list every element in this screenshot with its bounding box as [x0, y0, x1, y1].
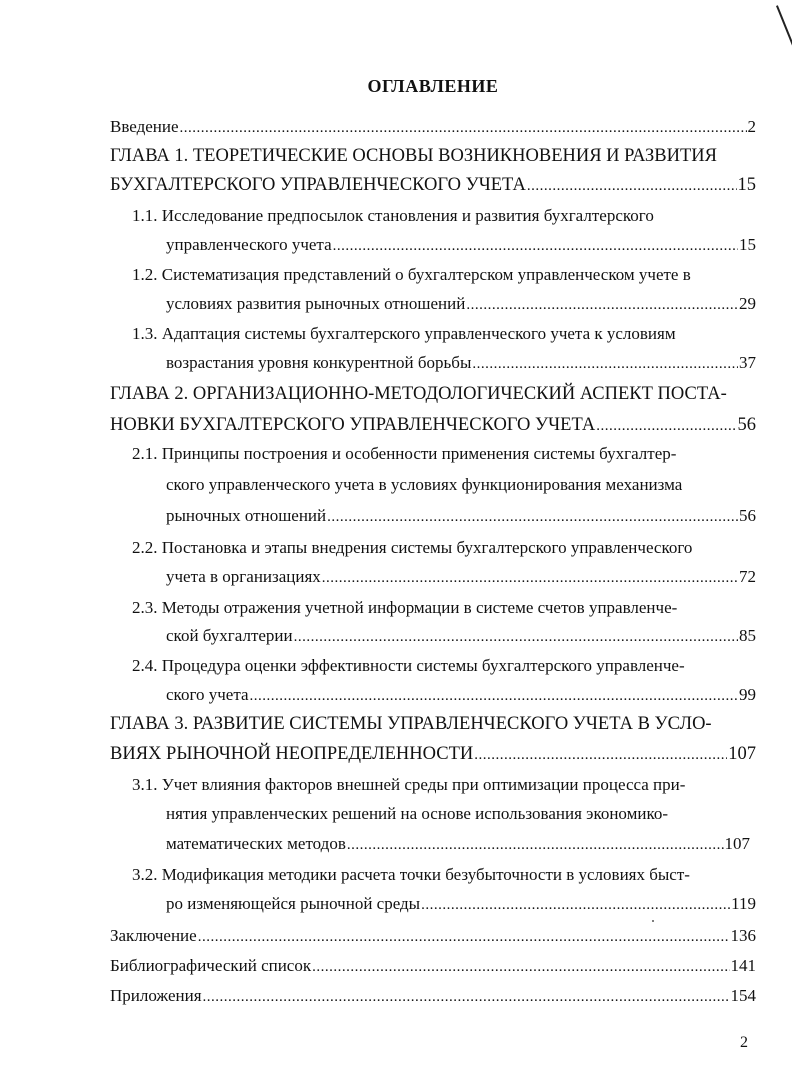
toc-section-text: ского управленческого учета в условиях функционирования механизма	[166, 475, 683, 494]
toc-section-2-3-line2[interactable]	[166, 625, 756, 648]
toc-page-ref: 56	[739, 506, 756, 525]
toc-section-text: 2.4. Процедура оценки эффективности системы бухгалтерского управленче-	[132, 656, 685, 675]
toc-section-text: 2.3. Методы отражения учетной информации в системе счетов управленче-	[132, 598, 678, 617]
toc-chapter-text: ГЛАВА 2. ОРГАНИЗАЦИОННО-МЕТОДОЛОГИЧЕСКИЙ АСПЕКТ ПОСТА-	[110, 384, 727, 404]
toc-section-text: математических методов	[166, 834, 346, 853]
toc-section-3-2-line1[interactable]	[132, 864, 690, 886]
leader-dots	[294, 626, 738, 648]
toc-section-1-1-line1[interactable]	[132, 205, 654, 227]
toc-section-text: 2.1. Принципы построения и особенности применения системы бухгалтер-	[132, 444, 677, 463]
toc-section-text: возрастания уровня конкурентной борьбы	[166, 353, 472, 372]
leader-dots	[312, 956, 729, 978]
toc-section-3-1-line3[interactable]	[166, 833, 750, 856]
scan-speck	[652, 920, 654, 922]
toc-section-text: рыночных отношений	[166, 506, 327, 525]
toc-chapter-text: ГЛАВА 3. РАЗВИТИЕ СИСТЕМЫ УПРАВЛЕНЧЕСКОГО УЧЕТА В УСЛО-	[110, 714, 712, 734]
toc-chapter-2-line1[interactable]	[110, 383, 727, 405]
toc-section-2-2-line2[interactable]	[166, 566, 756, 589]
toc-chapter-3-line1[interactable]	[110, 713, 712, 735]
leader-dots	[327, 506, 738, 528]
toc-page-ref: 2	[747, 117, 756, 136]
toc-section-text: нятия управленческих решений на основе использования экономико-	[166, 804, 669, 823]
toc-section-1-2-line2[interactable]	[166, 293, 756, 316]
leader-dots	[474, 744, 727, 766]
toc-chapter-1-line1[interactable]	[110, 145, 717, 167]
toc-section-2-3-line1[interactable]	[132, 597, 677, 619]
toc-section-2-1-line1[interactable]	[132, 443, 676, 465]
toc-page-ref: 15	[739, 235, 756, 254]
toc-chapter-3-line2[interactable]	[110, 743, 756, 766]
toc-page-ref: 99	[739, 685, 756, 704]
toc-page-ref: 56	[737, 415, 756, 435]
toc-page-ref: 119	[731, 894, 756, 913]
toc-page-ref: 15	[737, 175, 756, 195]
toc-section-1-2-line1[interactable]	[132, 264, 691, 286]
leader-dots	[322, 567, 738, 589]
toc-page-ref: 107	[724, 834, 750, 853]
leader-dots	[347, 834, 724, 856]
toc-title: ОГЛАВЛЕНИЕ	[367, 76, 499, 96]
toc-entry-text: Приложения	[110, 986, 202, 1005]
toc-chapter-text: ГЛАВА 1. ТЕОРЕТИЧЕСКИЕ ОСНОВЫ ВОЗНИКНОВЕНИЯ И РАЗВИТИЯ	[110, 146, 717, 166]
toc-page-ref: 107	[728, 744, 756, 764]
toc-entry-introduction[interactable]	[110, 116, 756, 139]
toc-page-ref: 72	[739, 567, 756, 586]
leader-dots	[596, 415, 736, 437]
toc-section-1-3-line1[interactable]	[132, 323, 676, 345]
corner-scan-mark	[776, 5, 792, 47]
toc-section-2-4-line2[interactable]	[166, 684, 756, 707]
leader-dots	[333, 235, 738, 257]
toc-entry-text: Заключение	[110, 926, 197, 945]
toc-section-text: ской бухгалтерии	[166, 626, 293, 645]
toc-page-ref: 37	[739, 353, 756, 372]
toc-entry-conclusion[interactable]	[110, 925, 756, 948]
toc-page-ref: 136	[730, 926, 756, 945]
toc-section-text: 1.1. Исследование предпосылок становления и развития бухгалтерского	[132, 206, 654, 225]
toc-chapter-1-line2[interactable]	[110, 174, 756, 197]
leader-dots	[250, 685, 738, 707]
toc-section-text: 3.1. Учет влияния факторов внешней среды при оптимизации процесса при-	[132, 775, 686, 794]
toc-section-text: 2.2. Постановка и этапы внедрения системы бухгалтерского управленческого	[132, 538, 693, 557]
leader-dots	[466, 294, 738, 316]
leader-dots	[527, 175, 737, 197]
toc-chapter-text: БУХГАЛТЕРСКОГО УПРАВЛЕНЧЕСКОГО УЧЕТА	[110, 175, 526, 195]
leader-dots	[180, 117, 747, 139]
toc-section-2-1-line2[interactable]	[166, 474, 682, 496]
toc-page-ref: 154	[730, 986, 756, 1005]
toc-chapter-text: ВИЯХ РЫНОЧНОЙ НЕОПРЕДЕЛЕННОСТИ	[110, 744, 474, 764]
toc-section-text: управленческого учета	[166, 235, 332, 254]
toc-page-ref: 29	[739, 294, 756, 313]
toc-section-2-4-line1[interactable]	[132, 655, 685, 677]
toc-chapter-text: НОВКИ БУХГАЛТЕРСКОГО УПРАВЛЕНЧЕСКОГО УЧЕТА	[110, 415, 596, 435]
toc-entry-bibliography[interactable]	[110, 955, 756, 978]
toc-section-3-2-line2[interactable]	[166, 893, 756, 916]
toc-page-ref: 141	[730, 956, 756, 975]
toc-section-3-1-line2[interactable]	[166, 803, 668, 825]
toc-entry-text: Библиографический список	[110, 956, 312, 975]
toc-entry-text: Введение	[110, 117, 179, 136]
toc-page-ref: 85	[739, 626, 756, 645]
toc-section-text: ского учета	[166, 685, 249, 704]
toc-section-text: условиях развития рыночных отношений	[166, 294, 466, 313]
toc-section-2-1-line3[interactable]	[166, 505, 756, 528]
leader-dots	[198, 926, 730, 948]
toc-section-1-3-line2[interactable]	[166, 352, 756, 375]
toc-section-text: ро изменяющейся рыночной среды	[166, 894, 421, 913]
page-number: 2	[740, 1034, 748, 1051]
toc-section-2-2-line1[interactable]	[132, 537, 692, 559]
toc-section-text: учета в организациях	[166, 567, 321, 586]
toc-section-text: 1.3. Адаптация системы бухгалтерского управленческого учета к условиям	[132, 324, 676, 343]
toc-entry-appendices[interactable]	[110, 985, 756, 1008]
leader-dots	[203, 986, 730, 1008]
leader-dots	[472, 353, 738, 375]
toc-section-1-1-line2[interactable]	[166, 234, 756, 257]
toc-section-3-1-line1[interactable]	[132, 774, 685, 796]
toc-section-text: 1.2. Систематизация представлений о бухгалтерском управленческом учете в	[132, 265, 691, 284]
toc-chapter-2-line2[interactable]	[110, 414, 756, 437]
toc-section-text: 3.2. Модификация методики расчета точки безубыточности в условиях быст-	[132, 865, 690, 884]
leader-dots	[421, 894, 730, 916]
